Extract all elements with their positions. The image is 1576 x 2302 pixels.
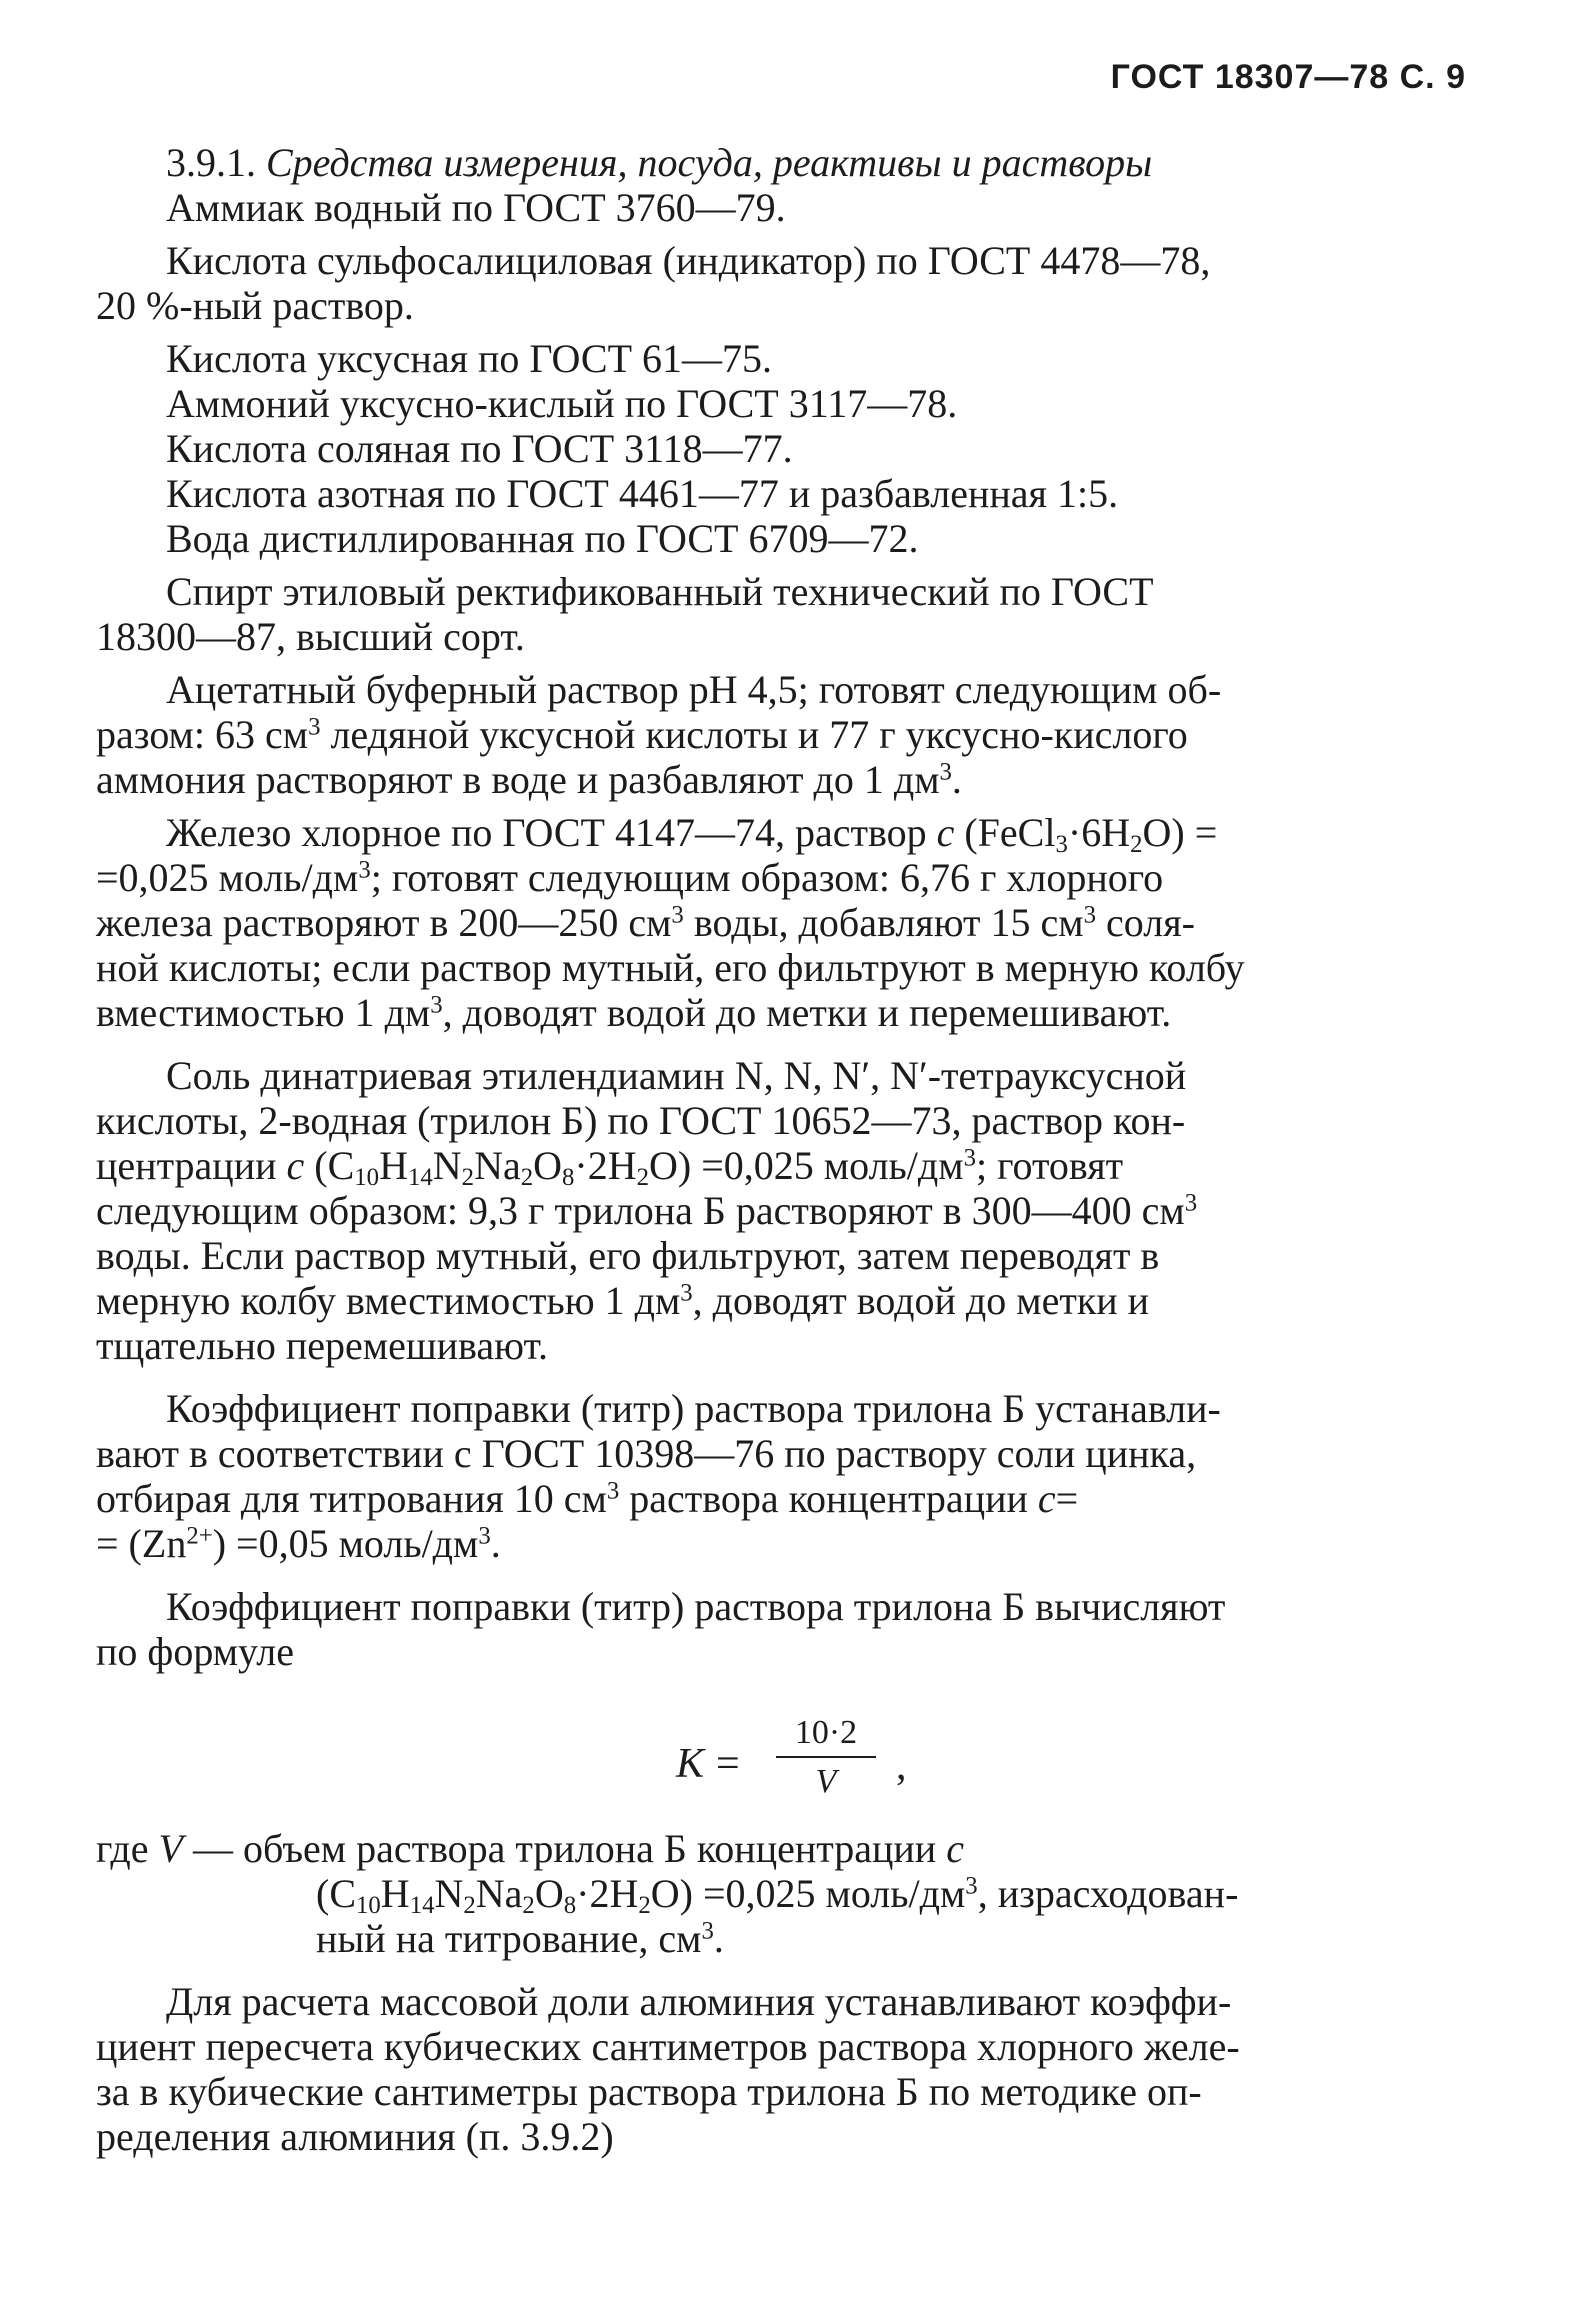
section-number: 3.9.1. — [166, 140, 256, 185]
fraction-bar — [776, 1756, 876, 1758]
reagent-line: 20 %-ный раствор. — [96, 283, 414, 328]
buffer-paragraph: Ацетатный буферный раствор pH 4,5; готовят следующим об- разом: 63 $см^3$ ледяной уксусной кислоты и 77 г уксусно-кислого аммония растворяют в воде и разбавляют до 1 $дм^3$. — [96, 667, 1222, 802]
reagent-item: Кислота соляная по ГОСТ 3118—77. — [166, 426, 793, 471]
reagent-item: Кислота азотная по ГОСТ 4461—77 и разбавленная 1:5. — [166, 471, 1119, 516]
aluminium-paragraph: Для расчета массовой доли алюминия устанавливают коэффи- циент пересчета кубических сантиметров раствора хлорного желе- за в кубические сантиметры раствора трилона Б по методике оп- ределения алюминия (п. 3.9.2) — [96, 1979, 1240, 2159]
fraction-denominator: V — [815, 1763, 837, 1800]
formula-fraction — [776, 1712, 876, 1802]
reagent-item: Вода дистиллированная по ГОСТ 6709—72. — [166, 516, 919, 561]
trilon-paragraph: Соль динатриевая этилендиамин N, N, N′, N′-тетрауксусной кислоты, 2-водная (трилон Б) по ГОСТ 10652—73, раствор кон- центрации c $(C_{10}H_{14}N_2Na_2O_8\cdot 2H_2O) =0,025$ моль/$дм^3$; готовят следующим образом: 9,3 г трилона Б растворяют в 300—400 $см^3$ воды. Если раствор мутный, его фильтруют, затем переводят в мерную колбу вместимостью 1 $дм^3$, доводят водой до метки и тщательно перемешивают. — [96, 1053, 1198, 1368]
reagent-item: Аммоний уксусно-кислый по ГОСТ 3117—78. — [166, 381, 958, 426]
formula — [96, 1704, 1476, 1814]
section-heading — [96, 140, 1476, 185]
document-body — [96, 140, 1476, 2159]
formula-equals: = — [716, 1741, 740, 1787]
formula-comma: , — [896, 1743, 907, 1789]
reagent-item: Аммиак водный по ГОСТ 3760—79. — [166, 185, 786, 230]
reagent-item: Кислота уксусная по ГОСТ 61—75. — [166, 336, 772, 381]
reagent-item — [96, 238, 1476, 328]
formula-variable: K — [676, 1741, 705, 1787]
fraction-numerator: 10·2 — [794, 1714, 858, 1751]
section-title: Средства измерения, посуда, реактивы и растворы — [266, 140, 1153, 185]
reagent-line: 18300—87, высший сорт. — [96, 614, 525, 659]
iron-chloride-paragraph: Железо хлорное по ГОСТ 4147—74, раствор c $(FeCl_3\cdot 6H_2O)$ = =0,025 моль/$дм^3$; готовят следующим образом: 6,76 г хлорного железа растворяют в 200—250 $см^3$ воды, добавляют 15 $см^3$ соля- ной кислоты; если раствор мутный, его фильтруют в мерную колбу вместимостью 1 $дм^3$, доводят водой до метки и перемешивают. — [96, 810, 1245, 1035]
formula-intro-paragraph: Коэффициент поправки (титр) раствора трилона Б вычисляют по формуле — [96, 1584, 1226, 1674]
reagent-line: Спирт этиловый ректификованный технический по ГОСТ — [166, 569, 1154, 614]
reagent-line: Кислота сульфосалициловая (индикатор) по ГОСТ 4478—78, — [166, 238, 1211, 283]
page-header: ГОСТ 18307—78 С. 9 — [1110, 58, 1466, 96]
coefficient-paragraph: Коэффициент поправки (титр) раствора трилона Б устанавли- вают в соответствии с ГОСТ 10398—76 по раствору соли цинка, отбирая для титрования 10 $см^3$ раствора концентрации c= = $(Zn^{2+}) =0,05$ моль/$дм^3$. — [96, 1386, 1221, 1566]
reagent-item — [96, 569, 1476, 659]
formula-explanation: где V — объем раствора трилона Б концентрации c $(C_{10}H_{14}N_2Na_2O_8\cdot 2H_2O) =0,025$ моль/$дм^3$, израсходован- ный на титрование, $см^3$. — [96, 1826, 1239, 1961]
